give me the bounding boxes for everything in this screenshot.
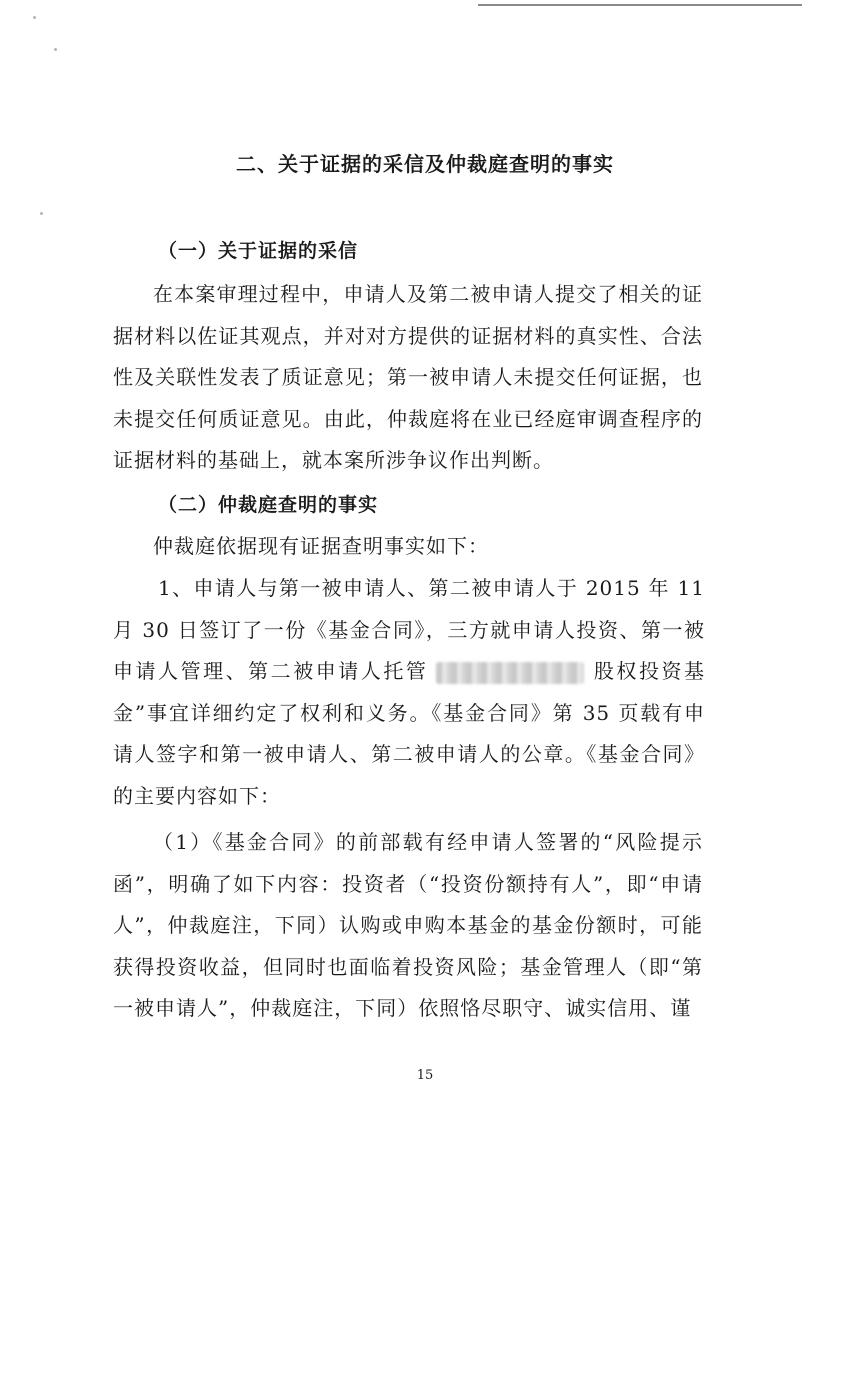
section-title: 二、关于证据的采信及仲裁庭查明的事实	[236, 152, 614, 176]
evidence-paragraph: 在本案审理过程中，申请人及第二被申请人提交了相关的证据材料以佐证其观点，并对对方提供的证据材料的真实性、合法性及关联性发表了质证意见；第一被申请人未提交任何证据，也未提交任何质证意见。由此，仲裁庭将在业已经庭审调查程序的证据材料的基础上，就本案所涉争议作出判断。	[113, 282, 703, 472]
scan-speck	[54, 48, 57, 51]
fact-item-1-line: 月 30 日签订了一份《基金合同》，三方就申请人投资、第一被	[113, 617, 705, 642]
scan-speck	[33, 16, 36, 19]
fact-item-1-line: 请人签字和第一被申请人、第二被申请人的公章。《基金合同》	[113, 742, 705, 766]
page-number: 15	[416, 1068, 434, 1083]
fact-item-1-line: 1、申请人与第一被申请人、第二被申请人于 2015 年 11	[158, 576, 705, 600]
redacted-fund-name	[436, 662, 584, 684]
fact-item-1-text: 股权投资基	[592, 659, 706, 683]
subsection-heading-facts: （二）仲裁庭查明的事实	[158, 494, 379, 516]
top-rule-line	[478, 4, 802, 6]
fact-item-1-text: 申请人管理、第二被申请人托管	[113, 659, 429, 683]
fact-item-1-1-paragraph: （1）《基金合同》的前部载有经申请人签署的“风险提示函”，明确了如下内容：投资者（“投资份额持有人”，即“申请人”，仲裁庭注，下同）认购或申购本基金的基金份额时，可能获得投资收益，但同时也面临着投资风险；基金管理人（即“第一被申请人”，仲裁庭注，下同）依照恪尽职守、诚实信用、谨	[113, 830, 703, 1020]
scan-speck	[40, 212, 43, 215]
fact-item-1-line: 金”事宜详细约定了权利和义务。《基金合同》第 35 页载有申	[113, 700, 705, 725]
fact-item-1-line	[113, 651, 705, 693]
fact-item-1	[113, 568, 705, 817]
facts-intro: 仲裁庭依据现有证据查明事实如下：	[153, 534, 489, 558]
subsection-heading-evidence: （一）关于证据的采信	[158, 240, 359, 262]
fact-item-1-line: 的主要内容如下：	[113, 783, 281, 808]
